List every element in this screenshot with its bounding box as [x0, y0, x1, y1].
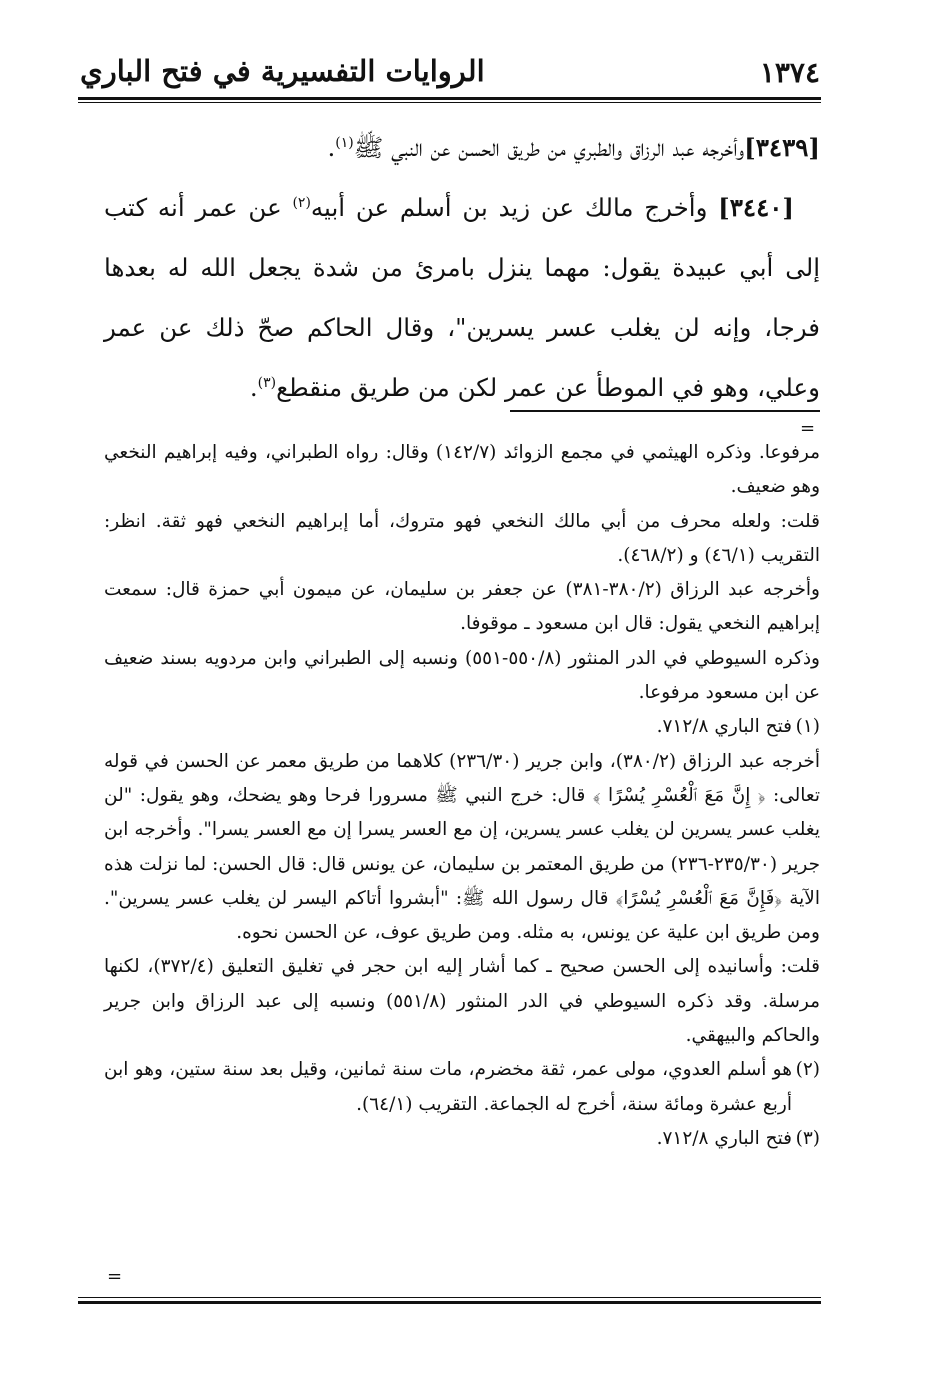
paragraph-text: وأخرجه عبد الرزاق والطبري من طريق الحسن عن النبي ﷺ	[353, 133, 745, 162]
paragraph-end: .	[327, 133, 336, 162]
footnote-text: فتح الباري ٧١٢/٨.	[656, 1127, 792, 1149]
paragraph-text: عن عمر أنه كتب إلى أبي عبيدة يقول: مهما ينزل بامرئ من شدة يجعل الله له بعدها فرجا، وإنه لن يغلب عسر يسرين"، وقال الحاكم صحّ ذلك عن عمر وعلي، وهو في الموطأ عن عمر لكن من طريق منقطع	[104, 193, 820, 402]
footnote-number: (١)	[795, 716, 820, 738]
footnote-continuation: مرفوعا. وذكره الهيثمي في مجمع الزوائد (١٤٢/٧) وقال: رواه الطبراني، وفيه إبراهيم النخعي وهو ضعيف.	[104, 442, 820, 498]
hadith-number: [٣٤٣٩]	[744, 133, 820, 162]
header-rule-thick	[78, 97, 821, 100]
paragraph-text: وأخرج مالك عن زيد بن أسلم عن أبيه	[310, 193, 719, 222]
footer-rule-thin	[78, 1297, 821, 1298]
main-text	[104, 118, 820, 418]
footnote-continuation: قلت: ولعله محرف من أبي مالك النخعي فهو متروك، أما إبراهيم النخعي فهو ثقة. انظر: التقريب (٤٦/١) و (٤٦٨/٢).	[104, 510, 820, 566]
footnote-continuation: وأخرجه عبد الرزاق (٣٨٠/٢-٣٨١) عن جعفر بن سليمان، عن ميمون أبي حمزة قال: سمعت إبراهيم النخعي يقول: قال ابن مسعود ـ موقوفا.	[104, 579, 820, 635]
footnotes	[104, 436, 820, 1156]
footnote-continuation: وذكره السيوطي في الدر المنثور (٥٥٠/٨-٥٥١) ونسبه إلى الطبراني وابن مردويه بسند ضعيف عن ابن مسعود مرفوعا.	[104, 647, 820, 704]
footnote-separator	[510, 410, 820, 412]
paragraph-3440	[104, 178, 820, 418]
footnote-number: (٢)	[795, 1059, 820, 1081]
paragraph-end: .	[249, 373, 258, 402]
footnote-1	[104, 710, 820, 744]
footnote-3	[104, 1122, 820, 1156]
footnote-1-note: قلت: وأسانيده إلى الحسن صحيح ـ كما أشار إليه ابن حجر في تغليق التعليق (٣٧٢/٤)، لكنها مرسلة. وقد ذكره السيوطي في الدر المنثور (٥٥١/٨) ونسبه إلى عبد الرزاق وابن جرير والحاكم والبيهقي.	[104, 956, 821, 1047]
footnote-2	[104, 1053, 820, 1122]
page-header	[80, 52, 820, 96]
footnote-text: فتح الباري ٧١٢/٨.	[656, 716, 792, 738]
hadith-number: [٣٤٤٠]	[718, 193, 794, 222]
footer-rule-thick	[78, 1301, 821, 1304]
footnote-ref-1[interactable]: (١)	[335, 134, 354, 151]
continuation-mark-top: =	[800, 418, 816, 439]
continuation-mark-bottom: =	[107, 1266, 123, 1287]
running-title: الروايات التفسيرية في فتح الباري	[80, 54, 485, 88]
footnote-1-text: أخرجه عبد الرزاق (٣٨٠/٢)، وابن جرير (٢٣٦/٣٠) كلاهما من طريق معمر عن الحسن في قوله تعالى: ﴿ إِنَّ مَعَ ٱلْعُسْرِ يُسْرًا ﴾ قال: خرج النبي ﷺ مسرورا فرحا وهو يضحك، وهو يقول: "لن يغلب عسر يسرين لن يغلب عسر يسرين، إن مع العسر يسرا إن مع العسر يسرا". وأخرجه ابن جرير (٢٣٥/٣٠-٢٣٦) من طريق المعتمر بن سليمان، عن يونس قال: قال الحسن: لما نزلت هذه الآية ﴿فَإِنَّ مَعَ ٱلْعُسْرِ يُسْرًا﴾ قال رسول الله ﷺ: "أبشروا أتاكم اليسر لن يغلب عسر يسرين". ومن طريق ابن علية عن يونس، به مثله. ومن طريق عوف، عن الحسن نحوه.	[104, 750, 821, 944]
footnote-number: (٣)	[795, 1127, 820, 1149]
paragraph-3439	[104, 118, 820, 178]
page-number: ١٣٧٤	[759, 56, 820, 89]
footnote-ref-3[interactable]: (٣)	[257, 374, 277, 391]
footnote-text: هو أسلم العدوي، مولى عمر، ثقة مخضرم، مات سنة ثمانين، وقيل بعد سنة ستين، وهو ابن أربع عشرة ومائة سنة، أخرج له الجماعة. التقريب (٦٤/١).	[104, 1059, 792, 1115]
header-rule-thin	[78, 102, 821, 103]
footnote-ref-2[interactable]: (٢)	[292, 194, 311, 211]
